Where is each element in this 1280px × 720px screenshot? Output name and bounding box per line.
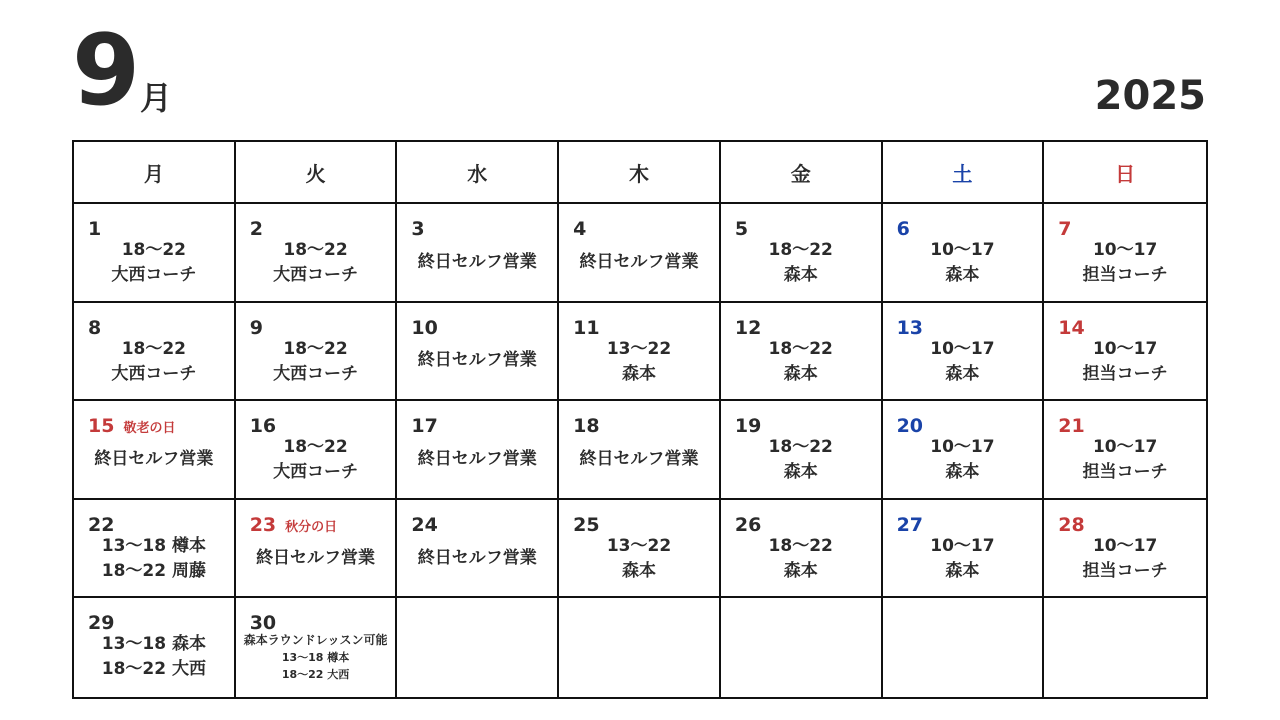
schedule-lines — [721, 337, 881, 387]
schedule-line: 終日セルフ営業 — [417, 547, 537, 568]
day-number: 2 — [249, 218, 263, 240]
day-cell — [74, 204, 236, 303]
schedule-line: 森本 — [621, 363, 656, 384]
day-cell — [1044, 303, 1206, 402]
holiday-label: 敬老の日 — [123, 421, 176, 437]
schedule-lines — [236, 520, 396, 597]
schedule-lines — [74, 534, 234, 584]
empty-cell — [397, 598, 559, 697]
schedule-line: 森本 — [783, 363, 818, 384]
day-cell — [559, 204, 721, 303]
day-number: 17 — [411, 415, 438, 438]
day-cell — [721, 500, 883, 599]
day-number: 27 — [896, 513, 924, 536]
day-cell — [236, 500, 398, 599]
weekday-header: 火 — [236, 142, 398, 204]
day-number: 8 — [88, 316, 102, 339]
schedule-lines — [397, 421, 557, 498]
schedule-lines — [721, 534, 881, 584]
schedule-line: 18〜22 — [283, 240, 348, 260]
schedule-line: 18〜22 — [121, 338, 187, 359]
empty-cell — [883, 598, 1045, 697]
schedule-line: 森本ラウンドレッスン可能 — [243, 633, 388, 648]
day-cell — [883, 401, 1045, 500]
empty-cell — [721, 598, 883, 697]
month-suffix: 月 — [140, 79, 173, 117]
weekday-header: 日 — [1044, 142, 1206, 204]
day-cell — [883, 303, 1045, 402]
day-number: 15 — [88, 415, 115, 438]
schedule-line: 18〜22 — [121, 240, 187, 260]
schedule-lines — [74, 337, 234, 387]
day-header — [1058, 316, 1085, 339]
schedule-line: 10〜17 — [930, 437, 995, 458]
schedule-lines — [721, 435, 881, 485]
schedule-line: 18〜22 — [768, 240, 833, 260]
day-cell — [397, 500, 559, 599]
day-cell — [1044, 204, 1206, 303]
day-header — [1058, 417, 1084, 436]
day-header — [1058, 220, 1071, 239]
holiday-label: 秋分の日 — [285, 519, 338, 535]
schedule-lines — [883, 435, 1043, 485]
day-cell — [236, 204, 398, 303]
schedule-line: 10〜17 — [930, 338, 995, 359]
schedule-line: 10〜17 — [930, 240, 995, 260]
empty-cell — [559, 598, 721, 697]
schedule-line: 18〜22 — [283, 437, 348, 458]
day-cell — [74, 401, 236, 500]
schedule-line: 10〜17 — [1092, 535, 1158, 556]
schedule-lines — [397, 224, 557, 301]
schedule-lines — [236, 435, 396, 485]
day-number: 23 — [249, 513, 277, 536]
empty-cell — [1044, 598, 1206, 697]
schedule-line: 森本 — [783, 462, 818, 483]
day-header — [735, 220, 748, 239]
day-number: 6 — [896, 218, 910, 240]
schedule-lines — [1044, 435, 1206, 485]
day-number: 14 — [1058, 316, 1085, 339]
schedule-lines — [397, 520, 557, 597]
day-number: 5 — [734, 218, 749, 240]
schedule-line: 10〜17 — [1092, 240, 1158, 260]
day-cell — [559, 401, 721, 500]
schedule-line: 18〜22 大西 — [101, 659, 206, 680]
schedule-line: 18〜22 — [768, 535, 833, 556]
schedule-lines — [559, 337, 719, 387]
day-header — [896, 316, 924, 339]
day-number: 1 — [88, 218, 102, 240]
day-cell — [397, 303, 559, 402]
day-header — [1058, 513, 1085, 536]
schedule-line: 終日セルフ営業 — [94, 448, 214, 469]
schedule-line: 担当コーチ — [1082, 462, 1168, 483]
schedule-lines — [883, 534, 1043, 584]
schedule-lines — [559, 224, 719, 301]
day-header — [573, 316, 600, 339]
schedule-lines — [721, 238, 881, 288]
schedule-line: 森本 — [945, 560, 980, 581]
schedule-line: 森本 — [945, 462, 980, 483]
schedule-lines — [236, 337, 396, 387]
schedule-line: 13〜22 — [606, 535, 672, 556]
day-header — [897, 220, 910, 239]
schedule-line: 森本 — [621, 560, 656, 581]
day-number: 22 — [88, 513, 115, 536]
year-label: 2025 — [1094, 73, 1206, 119]
schedule-line: 大西コーチ — [273, 462, 359, 483]
schedule-line: 13〜18 樽本 — [101, 535, 206, 556]
schedule-line: 13〜18 森本 — [101, 634, 206, 655]
day-number: 16 — [249, 415, 277, 438]
schedule-line: 18〜22 — [768, 437, 833, 458]
day-cell — [397, 204, 559, 303]
schedule-line: 10〜17 — [1092, 437, 1158, 458]
schedule-line: 大西コーチ — [111, 265, 197, 285]
day-number: 3 — [411, 218, 425, 240]
day-header — [896, 513, 924, 536]
schedule-line: 終日セルフ営業 — [256, 547, 376, 568]
day-cell — [74, 500, 236, 599]
day-cell — [236, 598, 398, 697]
weekday-header: 金 — [721, 142, 883, 204]
schedule-lines — [74, 632, 234, 682]
day-number: 9 — [249, 316, 263, 339]
day-header — [249, 316, 263, 339]
schedule-line: 終日セルフ営業 — [579, 251, 699, 272]
schedule-line: 終日セルフ営業 — [417, 350, 537, 371]
day-header — [250, 220, 263, 239]
day-cell — [883, 500, 1045, 599]
day-header — [88, 614, 114, 633]
calendar-grid — [72, 140, 1208, 699]
schedule-lines — [1044, 337, 1206, 387]
schedule-line: 森本 — [783, 560, 818, 581]
schedule-line: 森本 — [945, 265, 980, 285]
day-cell — [1044, 500, 1206, 599]
schedule-line: 13〜22 — [606, 338, 672, 359]
day-number: 24 — [411, 513, 438, 536]
schedule-line: 終日セルフ営業 — [417, 251, 537, 272]
weekday-header: 土 — [883, 142, 1045, 204]
schedule-lines — [74, 421, 234, 498]
day-cell — [397, 401, 559, 500]
schedule-lines — [1044, 534, 1206, 584]
schedule-line: 大西コーチ — [111, 363, 197, 384]
schedule-line: 終日セルフ営業 — [579, 448, 699, 469]
day-header — [573, 513, 600, 536]
schedule-lines — [236, 632, 396, 683]
schedule-line: 18〜22 周藤 — [101, 560, 206, 581]
schedule-lines — [883, 337, 1043, 387]
day-number: 30 — [249, 612, 277, 635]
day-cell — [74, 598, 236, 697]
day-number: 18 — [573, 415, 600, 438]
day-number: 25 — [573, 513, 600, 536]
schedule-lines — [883, 238, 1043, 288]
day-number: 26 — [734, 513, 762, 536]
day-cell — [721, 204, 883, 303]
day-header — [88, 513, 115, 536]
day-number: 28 — [1058, 513, 1085, 536]
day-header — [734, 513, 762, 536]
day-cell — [883, 204, 1045, 303]
weekday-header: 木 — [559, 142, 721, 204]
day-cell — [236, 401, 398, 500]
day-cell — [559, 500, 721, 599]
day-cell — [1044, 401, 1206, 500]
schedule-line: 18〜22 — [283, 338, 348, 359]
day-number: 13 — [896, 316, 924, 339]
day-number: 21 — [1058, 415, 1085, 438]
schedule-line: 10〜17 — [1092, 338, 1158, 359]
schedule-line: 大西コーチ — [273, 363, 359, 384]
day-header — [735, 417, 761, 436]
schedule-line: 18〜22 大西 — [281, 668, 350, 682]
weekday-header: 月 — [74, 142, 236, 204]
day-number: 7 — [1058, 218, 1072, 240]
day-header — [250, 417, 276, 436]
day-header — [734, 316, 762, 339]
weekday-header: 水 — [397, 142, 559, 204]
day-number: 19 — [734, 415, 762, 438]
day-cell — [236, 303, 398, 402]
schedule-lines — [559, 534, 719, 584]
day-number: 20 — [896, 415, 924, 438]
schedule-lines — [397, 323, 557, 400]
day-cell — [721, 303, 883, 402]
day-number: 29 — [88, 612, 115, 635]
day-number: 12 — [734, 316, 762, 339]
month-number: 9 — [72, 14, 139, 128]
day-number: 11 — [573, 316, 600, 339]
schedule-line: 13〜18 樽本 — [281, 651, 350, 665]
day-cell — [74, 303, 236, 402]
day-header — [250, 614, 276, 633]
schedule-line: 10〜17 — [930, 535, 995, 556]
day-header — [897, 417, 923, 436]
day-number: 10 — [411, 316, 438, 339]
schedule-line: 終日セルフ営業 — [417, 448, 537, 469]
schedule-line: 18〜22 — [768, 338, 833, 359]
schedule-line: 担当コーチ — [1082, 560, 1168, 581]
schedule-line: 森本 — [783, 265, 818, 285]
day-number: 4 — [573, 218, 587, 240]
schedule-lines — [559, 421, 719, 498]
schedule-line: 森本 — [945, 363, 980, 384]
schedule-line: 担当コーチ — [1082, 265, 1168, 285]
day-header — [88, 220, 101, 239]
day-cell — [559, 303, 721, 402]
day-cell — [721, 401, 883, 500]
schedule-lines — [74, 238, 234, 288]
schedule-line: 大西コーチ — [273, 265, 359, 285]
schedule-line: 担当コーチ — [1082, 363, 1168, 384]
schedule-lines — [236, 238, 396, 288]
day-header — [88, 316, 102, 339]
schedule-lines — [1044, 238, 1206, 288]
